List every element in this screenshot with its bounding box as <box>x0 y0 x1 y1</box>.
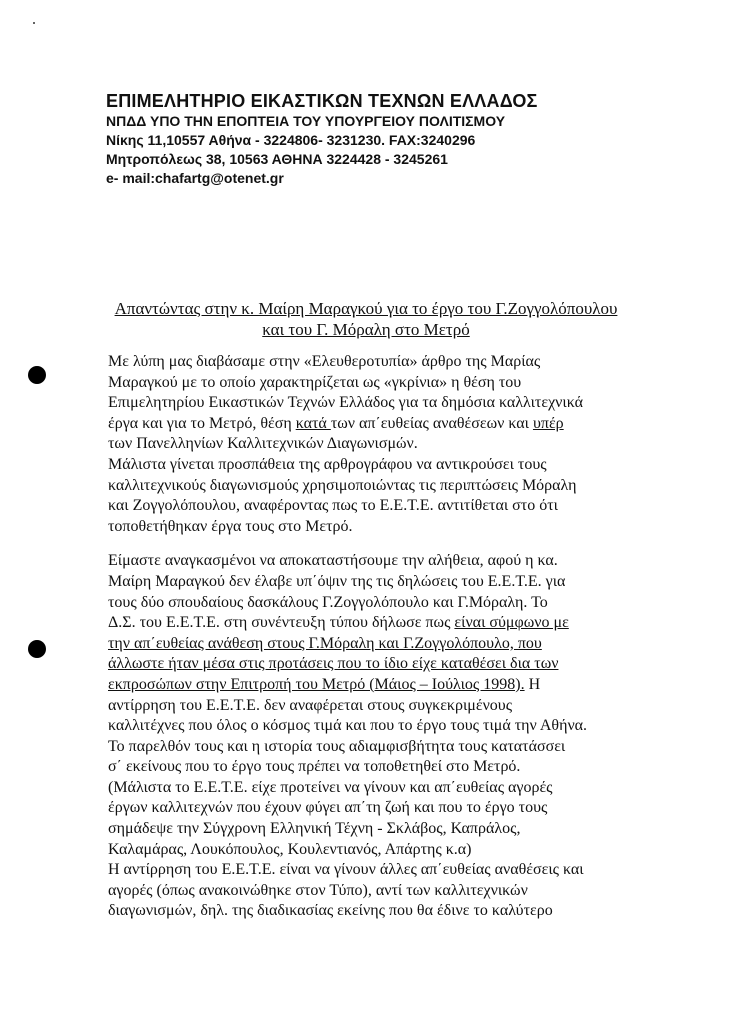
underlined-kata: κατά <box>295 414 331 432</box>
punch-hole-top <box>28 366 46 384</box>
organization-name: ΕΠΙΜΕΛΗΤΗΡΙΟ ΕΙΚΑΣΤΙΚΩΝ ΤΕΧΝΩΝ ΕΛΛΑΔΟΣ <box>106 91 538 111</box>
body-line: των Πανελληνίων Καλλιτεχνικών Διαγωνισμών. <box>108 435 418 453</box>
scan-speck <box>33 22 35 24</box>
body-line: Επιμελητηρίου Εικαστικών Τεχνών Ελλάδος για τα δημόσια καλλιτεχνικά <box>108 394 584 412</box>
body-line: αντίρρηση του Ε.Ε.Τ.Ε. δεν αναφέρεται στους συγκεκριμένους <box>108 696 513 714</box>
underlined-statement-line: άλλωστε ήταν μέσα στις προτάσεις που το ίδιο είχε καταθέσει δια των <box>108 655 559 673</box>
underlined-statement: είναι σύμφωνο με <box>454 614 569 632</box>
body-line: Είμαστε αναγκασμένοι να αποκαταστήσουμε την αλήθεια, αφού η κα. <box>108 552 558 570</box>
text-run: Δ.Σ. του Ε.Ε.Τ.Ε. στη συνέντευξη τύπου δήλωσε πως <box>108 614 455 632</box>
body-line: τοποθετήθηκαν έργα τους στο Μετρό. <box>108 517 353 535</box>
subject-line-2: και του Γ. Μόραλη στο Μετρό <box>262 320 470 339</box>
address-line-2: Μητροπόλεως 38, 10563 ΑΘΗΝΑ 3224428 - 3245261 <box>106 151 448 167</box>
body-line <box>108 613 668 634</box>
body-line: έργων καλλιτεχνών που έχουν φύγει απ΄τη ζωή και που το έργο τους <box>108 799 548 817</box>
underlined-yper: υπέρ <box>532 414 564 432</box>
text-run: έργα και για το Μετρό, θέση <box>108 414 296 432</box>
email-line: e- mail:chafartg@otenet.gr <box>106 170 284 186</box>
letter-body <box>108 352 668 922</box>
body-line: (Μάλιστα το Ε.Ε.Τ.Ε. είχε προτείνει να γίνουν και απ΄ευθείας αγορές <box>108 778 553 796</box>
body-line <box>108 675 668 696</box>
body-line: διαγωνισμών, δηλ. της διαδικασίας εκείνης που θα έδινε το καλύτερο <box>108 902 553 920</box>
body-line: σ΄ εκείνους που το έργο τους πρέπει να τοποθετηθεί στο Μετρό. <box>108 758 521 776</box>
letterhead <box>106 90 538 188</box>
body-line <box>108 414 668 435</box>
punch-hole-bottom <box>28 640 46 658</box>
legal-status: ΝΠΔΔ ΥΠΟ ΤΗΝ ΕΠΟΠΤΕΙΑ ΤΟΥ ΥΠΟΥΡΓΕΙΟΥ ΠΟΛΙΤΙΣΜΟΥ <box>106 113 506 129</box>
body-line: σημάδεψε την Σύγχρονη Ελληνική Τέχνη - Σκλάβος, Καπράλος, <box>108 820 521 838</box>
body-line: Το παρελθόν τους και η ιστορία τους αδιαμφισβήτητα τους κατατάσσει <box>108 737 566 755</box>
text-run: των απ΄ευθείας αναθέσεων και <box>330 414 533 432</box>
paragraph-gap <box>108 537 668 551</box>
body-line: Καλαμάρας, Λουκόπουλος, Κουλεντιανός, Απάρτης κ.α) <box>108 840 472 858</box>
body-line: Η αντίρρηση του Ε.Ε.Τ.Ε. είναι να γίνουν άλλες απ΄ευθείας αναθέσεις και <box>108 861 584 879</box>
body-line: Μάλιστα γίνεται προσπάθεια της αρθρογράφου να αντικρούσει τους <box>108 455 547 473</box>
text-run: Η <box>524 675 541 693</box>
subject-heading <box>106 298 626 340</box>
subject-line-1: Απαντώντας στην κ. Μαίρη Μαραγκού για το έργο του Γ.Ζογγολόπουλου <box>114 299 618 318</box>
body-line: αγορές (όπως ανακοινώθηκε στον Τύπο), αντί των καλλιτεχνικών <box>108 881 528 899</box>
body-line: και Ζογγολόπουλου, αναφέροντας πως το Ε.Ε.Τ.Ε. αντιτίθεται στο ότι <box>108 497 558 515</box>
body-line: καλλιτέχνες που όλος ο κόσμος τιμά και που το έργο τους τιμά την Αθήνα. <box>108 717 588 735</box>
underlined-statement: εκπροσώπων στην Επιτροπή του Μετρό (Μάιος – Ιούλιος 1998). <box>108 675 525 693</box>
body-line: καλλιτεχνικούς διαγωνισμούς χρησιμοποιώντας τις περιπτώσεις Μόραλη <box>108 476 577 494</box>
body-line: Με λύπη μας διαβάσαμε στην «Ελευθεροτυπία» άρθρο της Μαρίας <box>108 353 541 370</box>
body-line: τους δύο σπουδαίους δασκάλους Γ.Ζογγολόπουλο και Γ.Μόραλη. Το <box>108 593 548 611</box>
underlined-statement-line: την απ΄ευθείας ανάθεση στους Γ.Μόραλη και Γ.Ζογγολόπουλο, που <box>108 634 542 652</box>
body-line: Μαίρη Μαραγκού δεν έλαβε υπ΄όψιν της τις δηλώσεις του Ε.Ε.Τ.Ε. για <box>108 572 566 590</box>
body-line: Μαραγκού με το οποίο χαρακτηρίζεται ως «γκρίνια» η θέση του <box>108 373 522 391</box>
address-line-1: Νίκης 11,10557 Αθήνα - 3224806- 3231230. FAX:3240296 <box>106 132 476 148</box>
